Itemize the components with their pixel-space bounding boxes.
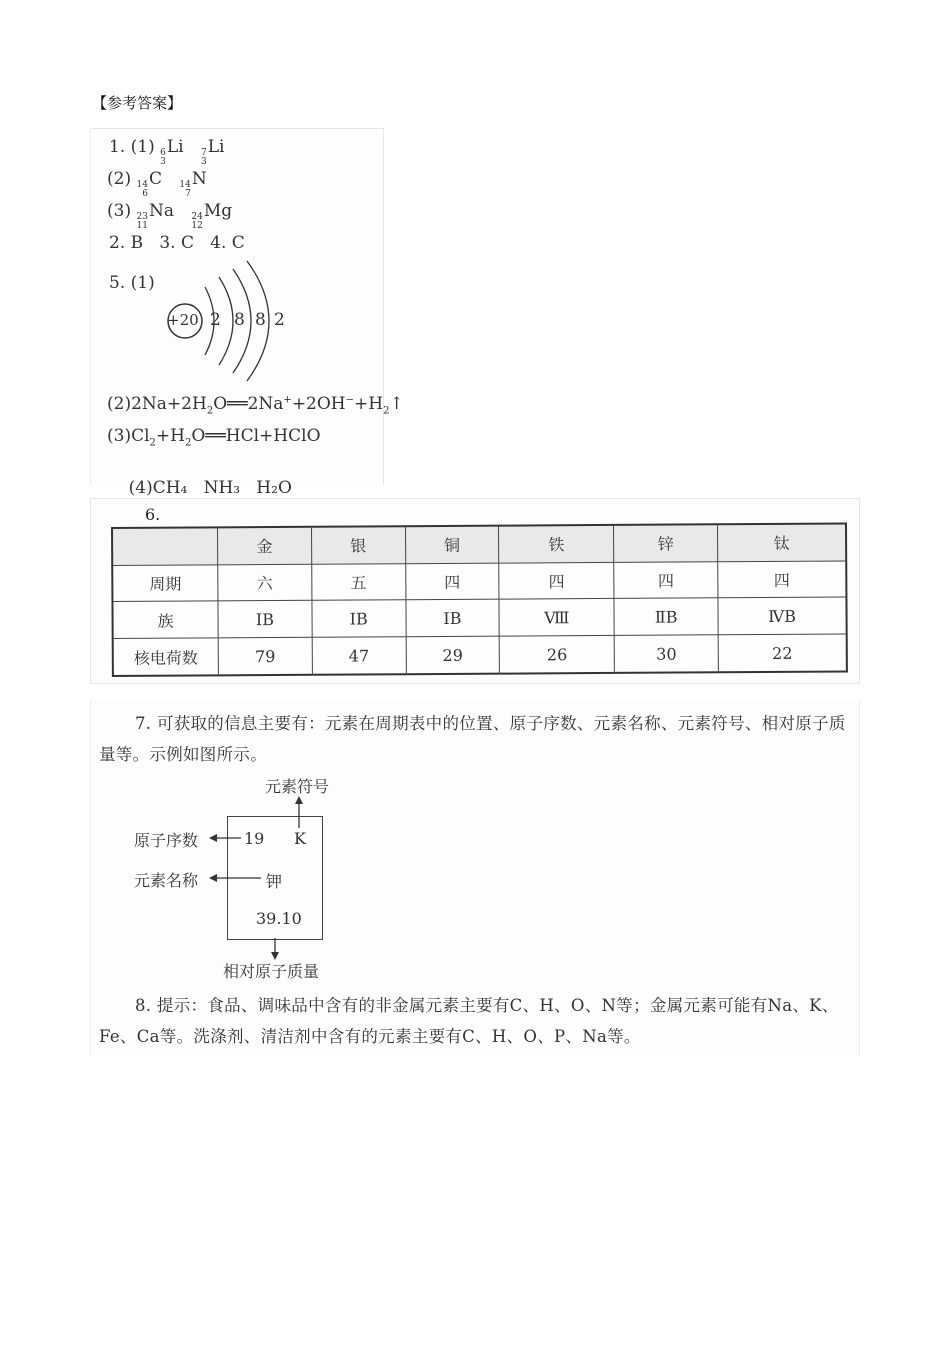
- label-atomic-mass: 相对原子质量: [223, 962, 320, 981]
- label-atomic-number: 原子序数: [134, 831, 199, 850]
- shell-4: 2: [274, 310, 285, 330]
- answer-panel-7-8: [90, 700, 860, 1056]
- label-element-symbol: 元素符号: [265, 777, 330, 796]
- q5-eq2: $(2)2Na+2H_2O══2Na^++2OH^-+H_2↑$: [107, 394, 404, 417]
- isotope-mg24: 24 12 Mg: [191, 201, 233, 231]
- isotope-li7: 7 3 Li: [201, 137, 225, 167]
- isotope-li6: 6 3 Li: [160, 137, 184, 167]
- q1-line3: (3) 23 11 Na 24 12 Mg: [107, 201, 233, 231]
- atomic-mass: 39.10: [256, 909, 302, 928]
- isotope-na23: 23 11 Na: [136, 201, 174, 231]
- shell-3: 8: [255, 310, 266, 330]
- q5-eq3: $(3)Cl_2+H_2O══HCl+HClO$: [107, 426, 321, 449]
- q8-text: 8. 提示：食品、调味品中含有的非金属元素主要有C、H、O、N等；金属元素可能有Na、K、Fe、Ca等。洗涤剂、清洁剂中含有的元素主要有C、H、O、P、Na等。: [99, 996, 839, 1046]
- table-row: 周期 六 五 四 四 四 四: [112, 561, 846, 602]
- answer-heading: 【参考答案】: [92, 94, 183, 112]
- answer-panel-6: [90, 498, 860, 684]
- table-header-row: 金 银 铜 铁 锌 钛: [112, 524, 846, 566]
- q1-line1: 1. (1) 6 3 Li 7 3 Li: [109, 137, 225, 167]
- atomic-number: 19: [244, 829, 265, 848]
- q7-text: 7. 可获取的信息主要有：元素在周期表中的位置、原子序数、元素名称、元素符号、相对原子质量等。示例如图所示。: [99, 714, 846, 764]
- label-element-name: 元素名称: [134, 871, 199, 890]
- nucleus-charge: +20: [167, 311, 199, 329]
- element-name: 钾: [266, 872, 283, 891]
- table-row: 核电荷数 79 47 29 26 30 22: [113, 634, 847, 676]
- isotope-c14: 14 6 C: [136, 169, 162, 199]
- q5-label: 5. (1): [109, 273, 155, 293]
- shell-2: 8: [234, 310, 245, 330]
- table-row: 族 ⅠB ⅠB ⅠB Ⅷ ⅡB ⅣB: [112, 597, 846, 638]
- element-table: [111, 523, 848, 677]
- isotope-n14: 14 7 N: [179, 169, 207, 199]
- q2-4-answers: 2. B 3. C 4. C: [109, 233, 245, 253]
- q5-eq4: (4)CH₄ NH₃ H₂O: [128, 478, 292, 498]
- shell-1: 2: [210, 310, 221, 330]
- q6-label: 6.: [145, 505, 161, 524]
- element-symbol: K: [294, 829, 306, 848]
- q1-line2: (2) 14 6 C 14 7 N: [107, 169, 207, 199]
- answer-panel-1-5: [90, 128, 404, 498]
- calcium-atom-structure: [161, 259, 361, 389]
